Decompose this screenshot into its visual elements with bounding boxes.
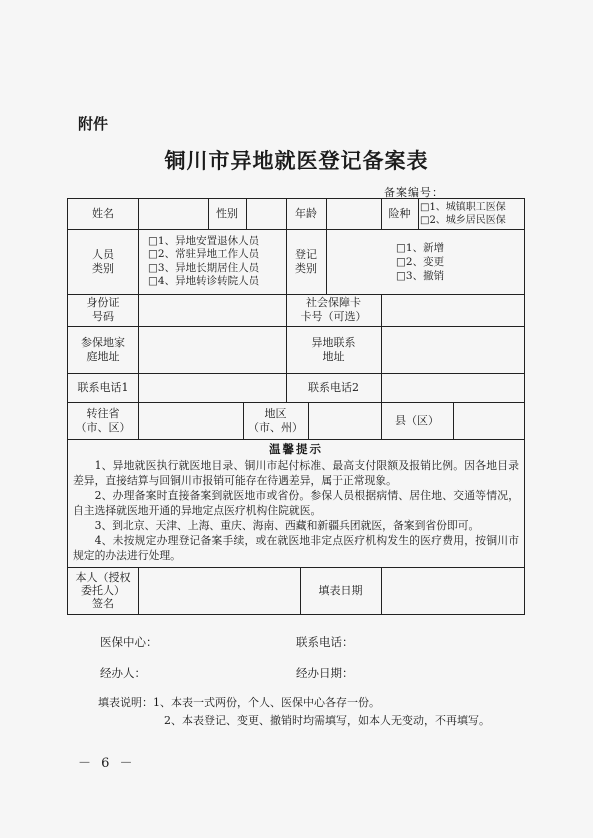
region-field[interactable]: [308, 402, 381, 439]
id-card-field[interactable]: [138, 294, 286, 326]
phone1-field[interactable]: [138, 373, 286, 402]
fill-date-field[interactable]: [381, 567, 524, 614]
registration-category-options[interactable]: [396, 229, 516, 294]
handle-date-label: 经办日期：: [296, 666, 354, 680]
gender-field[interactable]: [246, 199, 286, 229]
notice-section: [73, 441, 519, 563]
fill-date-label: 填表日期: [318, 583, 363, 597]
notice-item-1: 1、异地就医执行就医地目录、铜川市起付标准、最高支付限额及报销比例。因各地目录差异，直接结算与回铜川市报销可能存在待遇差异，属于正常现象。: [73, 459, 519, 487]
insurance-option-resident[interactable]: □2、城乡居民医保: [420, 215, 506, 226]
person-category-options[interactable]: [148, 229, 286, 294]
contact-phone-label: 联系电话：: [296, 635, 354, 649]
phone2-field[interactable]: [381, 373, 524, 402]
id-card-label: 身份证 号码: [86, 296, 120, 323]
medical-center-label: 医保中心：: [100, 635, 158, 649]
insurance-option-employee[interactable]: □1、城镇职工医保: [420, 202, 506, 213]
insurance-type-label: 险种: [388, 207, 411, 220]
person-category-option-3[interactable]: □3、异地长期居住人员: [148, 261, 260, 274]
notice-item-3: 3、到北京、天津、上海、重庆、海南、西藏和新疆兵团就医，备案到省份即可。: [94, 519, 480, 532]
province-label: 转往省 （市、区）: [75, 406, 131, 434]
person-category-option-2[interactable]: □2、常驻异地工作人员: [148, 248, 260, 260]
remote-address-field[interactable]: [381, 326, 524, 373]
registration-option-cancel[interactable]: □3、撤销: [396, 269, 445, 282]
social-security-card-field[interactable]: [381, 294, 524, 326]
county-field[interactable]: [453, 402, 524, 439]
registration-option-new[interactable]: □1、新增: [396, 241, 445, 254]
page-number: － 6 －: [78, 756, 136, 771]
person-category-label: 人员 类别: [92, 247, 114, 275]
registration-option-change[interactable]: □2、变更: [396, 255, 445, 268]
notice-item-2: 2、办理备案时直接备案到就医地市或省份。参保人员根据病情、居住地、交通等情况，自主选择就医地开通的异地定点医疗机构住院就医。: [73, 489, 519, 517]
name-field[interactable]: [138, 199, 208, 229]
county-label: 县（区）: [395, 413, 439, 427]
signature-field[interactable]: [138, 567, 300, 614]
person-category-option-4[interactable]: □4、异地转诊转院人员: [148, 275, 260, 287]
remote-address-label: 异地联系 地址: [311, 335, 356, 363]
age-label: 年龄: [295, 207, 317, 220]
registration-category-label: 登记 类别: [295, 247, 317, 275]
phone1-label: 联系电话1: [77, 380, 129, 394]
social-security-card-label: 社会保障卡 卡号（可选）: [300, 296, 367, 323]
person-category-option-1[interactable]: □1、异地安置退休人员: [148, 234, 260, 247]
notice-item-4: 4、未按规定办理登记备案手续，或在就医地非定点医疗机构发生的医疗费用，按铜川市规定的办法进行处理。: [73, 534, 519, 562]
attachment-label: 附件: [78, 115, 109, 133]
registration-form-table: [67, 198, 525, 615]
home-address-label: 参保地家 庭地址: [81, 335, 125, 363]
province-field[interactable]: [138, 402, 243, 439]
notice-title: 温馨提示: [269, 442, 323, 456]
region-label: 地区 （市、州）: [248, 406, 303, 434]
record-number-label: 备案编号：: [384, 186, 444, 199]
name-label: 姓名: [92, 207, 114, 220]
home-address-field[interactable]: [138, 326, 286, 373]
gender-label: 性别: [216, 207, 238, 220]
instructions-line-1: 填表说明：1、本表一式两份，个人、医保中心各存一份。: [98, 696, 380, 709]
age-field[interactable]: [326, 199, 381, 229]
insurance-type-options[interactable]: [420, 199, 526, 229]
handler-label: 经办人：: [100, 666, 146, 680]
form-title: 铜川市异地就医登记备案表: [164, 148, 429, 173]
phone2-label: 联系电话2: [308, 380, 359, 394]
instructions-line-2: 2、本表登记、变更、撤销时均需填写，如本人无变动，不再填写。: [164, 714, 490, 727]
signature-label: 本人（授权 委托人） 签名: [75, 571, 131, 610]
